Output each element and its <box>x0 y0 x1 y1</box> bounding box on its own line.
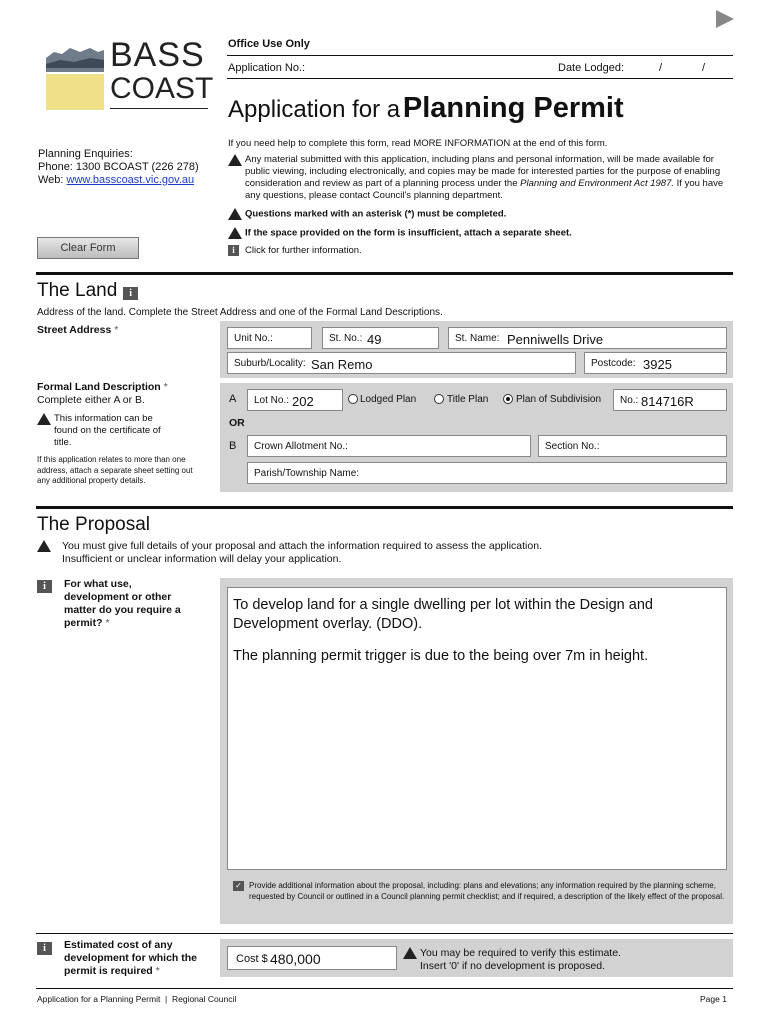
web-line <box>38 174 199 187</box>
further-info-note <box>228 245 362 256</box>
proposal-text-paragraph-2: The planning permit trigger is due to the being over 7m in height. <box>233 648 649 664</box>
proposal-warning-line2: Insufficient or unclear information will delay your application. <box>62 553 342 565</box>
suburb-label: Suburb/Locality: <box>234 358 306 369</box>
formal-description-label <box>37 381 168 393</box>
logo-text-coast: COAST <box>110 72 214 105</box>
logo-emblem-icon <box>40 38 106 110</box>
lodged-plan-radio[interactable] <box>348 394 358 404</box>
provide-info-text: Provide additional information about the proposal, including: plans and elevations; any information required by the planning scheme, requested by Council or outlined in a Council planning permit checklist; and if required, a description of the likely effect of the proposal. <box>249 881 725 901</box>
page-title-main: Planning Permit <box>402 92 624 124</box>
cost-label: Cost $ <box>236 953 268 965</box>
asterisk-note-text: Questions marked with an asterisk (*) must be completed. <box>245 208 507 220</box>
street-name-label: St. Name: <box>455 333 500 344</box>
info-icon[interactable]: i <box>228 245 239 256</box>
street-no-field[interactable] <box>322 327 439 349</box>
insufficient-note <box>228 227 572 239</box>
planning-enquiries-label: Planning Enquiries: <box>38 148 133 160</box>
warning-icon <box>403 947 417 959</box>
insufficient-note-text: If the space provided on the form is insufficient, attach a separate sheet. <box>245 227 572 239</box>
land-subtitle: Address of the land. Complete the Street Address and one of the Formal Land Descriptions. <box>37 307 443 318</box>
intro-help: If you need help to complete this form, read MORE INFORMATION at the end of this form. <box>228 138 608 149</box>
street-name-field[interactable] <box>448 327 727 349</box>
crown-allotment-label: Crown Allotment No.: <box>254 441 348 452</box>
plan-of-subdivision-radio[interactable] <box>503 394 513 404</box>
proposal-title: The Proposal <box>37 514 151 535</box>
lot-no-label: Lot No.: <box>254 395 290 406</box>
crown-allotment-field[interactable] <box>247 435 531 457</box>
postcode-field[interactable] <box>584 352 727 374</box>
title-plan-option[interactable] <box>434 394 488 405</box>
proposal-text-paragraph-1: To develop land for a single dwelling per lot within the Design and Development overlay. (DDO). <box>233 597 653 632</box>
proposal-text-area[interactable] <box>227 587 727 870</box>
warning-icon <box>228 154 242 166</box>
provide-info-note <box>233 881 727 902</box>
office-use-title: Office Use Only <box>228 38 310 50</box>
application-no-label: Application No.: <box>228 62 306 74</box>
unit-no-field[interactable] <box>227 327 312 349</box>
cost-value: 480,000 <box>270 951 321 967</box>
verify-note-line1: You may be required to verify this estimate. <box>420 947 621 959</box>
required-star: * <box>155 965 160 977</box>
multi-address-note: If this application relates to more than one address, attach a separate sheet setting out any additional property details. <box>37 455 193 485</box>
title-plan-label: Title Plan <box>447 394 489 405</box>
formal-description-text: Formal Land Description <box>37 381 161 393</box>
logo-underline <box>110 108 208 109</box>
proposal-warning <box>37 540 542 566</box>
website-link[interactable]: www.basscoast.vic.gov.au <box>66 174 195 186</box>
verify-note-line2: Insert '0' if no development is proposed. <box>420 960 605 972</box>
unit-no-label: Unit No.: <box>234 333 273 344</box>
parish-field[interactable] <box>247 462 727 484</box>
parish-label: Parish/Township Name: <box>254 468 360 479</box>
street-no-value: 49 <box>367 332 382 347</box>
lot-no-value: 202 <box>292 394 314 409</box>
postcode-value: 3925 <box>643 357 672 372</box>
material-act: Planning and Environment Act 1987. <box>520 178 675 189</box>
section-no-label: Section No.: <box>545 441 600 452</box>
material-text-b: If you have any questions, please contact Council's planning department. <box>245 178 724 201</box>
footer-page: Page 1 <box>700 994 727 1004</box>
street-address-text: Street Address <box>37 324 112 336</box>
required-star: * <box>114 324 119 336</box>
land-title: The Land <box>37 280 118 301</box>
street-address-label <box>37 324 118 336</box>
warning-icon <box>228 227 242 239</box>
suburb-field[interactable] <box>227 352 576 374</box>
plan-no-label: No.: <box>620 395 639 406</box>
warning-icon <box>37 540 51 552</box>
warning-icon <box>37 413 51 425</box>
use-question <box>37 578 187 630</box>
bass-coast-logo <box>40 36 214 114</box>
cost-question-text: Estimated cost of any development for which the permit is required <box>64 939 198 977</box>
info-icon[interactable]: i <box>123 287 138 300</box>
street-name-value: Penniwells Drive <box>507 332 604 347</box>
certificate-note-text: This information can be found on the certificate of title. <box>54 413 161 448</box>
warning-icon <box>228 208 242 220</box>
title-plan-radio[interactable] <box>434 394 444 404</box>
land-section-title <box>37 280 138 302</box>
verify-note <box>403 947 621 973</box>
page-title-prefix: Application for a <box>228 96 401 123</box>
street-no-label: St. No.: <box>329 333 363 344</box>
footer-left: Application for a Planning Permit | Regional Council <box>37 994 237 1004</box>
required-star: * <box>163 381 168 393</box>
contact-block <box>38 148 199 187</box>
formal-description-sub: Complete either A or B. <box>37 394 145 406</box>
lodged-plan-option[interactable] <box>348 394 416 405</box>
info-icon[interactable]: i <box>37 942 52 955</box>
phone-text: Phone: 1300 BCOAST (226 278) <box>38 161 199 173</box>
web-label: Web: <box>38 174 64 186</box>
or-label: OR <box>229 417 245 429</box>
cost-question <box>37 939 217 978</box>
further-info-text: Click for further information. <box>245 245 362 257</box>
logo-text-bass: BASS <box>110 36 205 74</box>
info-icon[interactable]: i <box>37 580 52 593</box>
postcode-label: Postcode: <box>591 358 636 369</box>
required-star: * <box>105 617 110 629</box>
use-question-text: For what use, development or other matter do you require a permit? <box>64 578 181 629</box>
suburb-value: San Remo <box>311 357 373 372</box>
option-a-label: A <box>229 393 237 405</box>
date-separator-1: / <box>659 62 663 74</box>
plan-of-subdivision-option[interactable] <box>503 394 601 405</box>
intro-material <box>228 154 728 202</box>
lodged-plan-label: Lodged Plan <box>360 394 417 405</box>
option-b-label: B <box>229 440 237 452</box>
certificate-note <box>37 413 177 449</box>
plan-of-subdivision-label: Plan of Subdivision <box>516 394 602 405</box>
plan-no-field[interactable] <box>613 389 727 411</box>
asterisk-note <box>228 208 506 220</box>
date-lodged-label: Date Lodged: <box>558 62 625 74</box>
lot-no-field[interactable] <box>247 389 343 411</box>
page-title <box>228 92 624 125</box>
next-page-arrow-icon[interactable] <box>716 10 734 28</box>
date-separator-2: / <box>702 62 706 74</box>
clear-form-button[interactable]: Clear Form <box>37 237 139 259</box>
plan-no-value: 814716R <box>641 394 694 409</box>
proposal-warning-line1: You must give full details of your proposal and attach the information required to assess the application. <box>62 540 542 552</box>
section-no-field[interactable] <box>538 435 727 457</box>
cost-field[interactable] <box>227 946 397 970</box>
material-text-a: Any material submitted with this application, including plans and personal information, will be made available for public viewing, including electronically, and copies may be made for interested parties for the purpose of enabling consideration and review as part of a planning process under the <box>245 154 721 189</box>
checkbox-icon: ✓ <box>233 881 244 891</box>
